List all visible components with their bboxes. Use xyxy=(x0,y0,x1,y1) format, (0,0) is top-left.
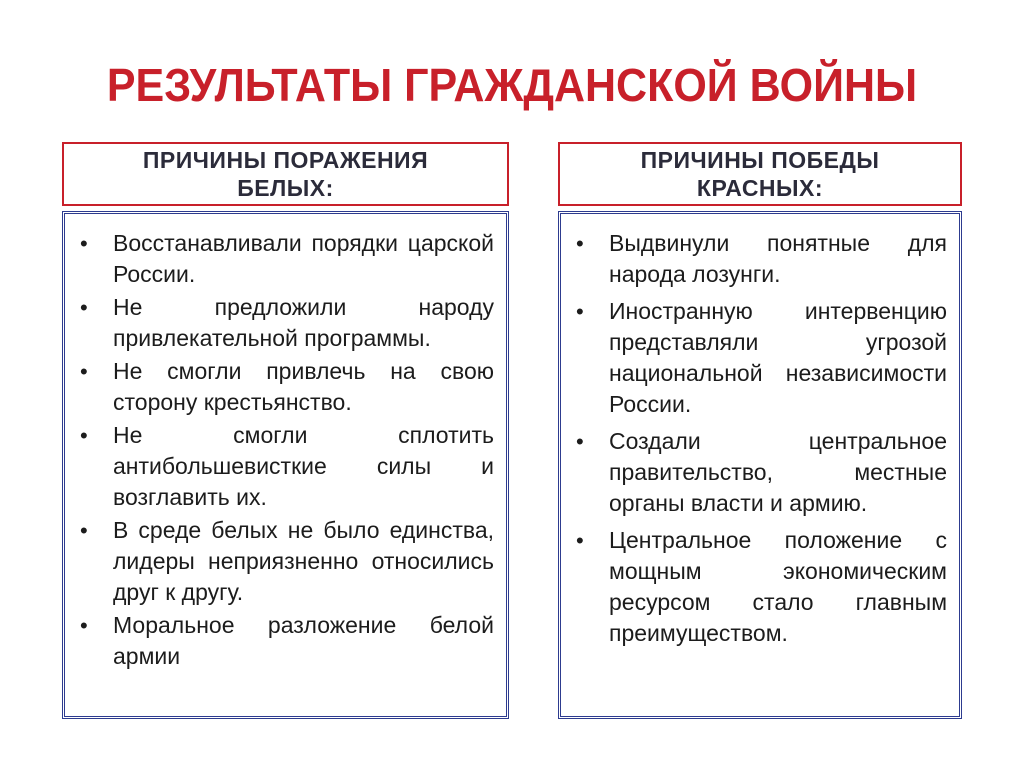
list-item-text: Создали центральное правительство, местные органы власти и армию. xyxy=(609,428,947,516)
list-item xyxy=(75,610,494,672)
bullet-icon: • xyxy=(576,429,584,454)
bullet-icon: • xyxy=(80,295,88,320)
list-item-text: Иностранную интервенцию представляли угрозой национальной независимости России. xyxy=(609,298,947,417)
white-defeat-header xyxy=(62,142,509,206)
list-item-text: В среде белых не было единства, лидеры неприязненно относились друг к другу. xyxy=(113,517,494,605)
white-defeat-header-label: ПРИЧИНЫ ПОРАЖЕНИЯ БЕЛЫХ: xyxy=(142,147,429,201)
list-item xyxy=(571,228,947,290)
red-victory-list xyxy=(571,228,947,649)
list-item xyxy=(571,296,947,420)
red-victory-header xyxy=(558,142,962,206)
list-item-text: Выдвинули понятные для народа лозунги. xyxy=(609,230,947,287)
list-item-text: Моральное разложение белой армии xyxy=(113,612,494,669)
list-item-text: Не предложили народу привлекательной программы. xyxy=(113,294,494,351)
list-item xyxy=(571,525,947,649)
bullet-icon: • xyxy=(576,528,584,553)
bullet-icon: • xyxy=(80,518,88,543)
list-item-text: Восстанавливали порядки царской России. xyxy=(113,230,494,287)
list-item xyxy=(75,292,494,354)
page-title: РЕЗУЛЬТАТЫ ГРАЖДАНСКОЙ ВОЙНЫ xyxy=(106,60,918,112)
list-item xyxy=(75,515,494,608)
list-item-text: Не смогли сплотить антибольшевисткие силы и возглавить их. xyxy=(113,422,494,510)
bullet-icon: • xyxy=(80,359,88,384)
list-item xyxy=(75,420,494,513)
white-defeat-list-panel xyxy=(62,211,509,719)
list-item xyxy=(571,426,947,519)
red-victory-header-label: ПРИЧИНЫ ПОБЕДЫ КРАСНЫХ: xyxy=(640,147,880,201)
list-item xyxy=(75,356,494,418)
bullet-icon: • xyxy=(576,231,584,256)
bullet-icon: • xyxy=(80,613,88,638)
list-item xyxy=(75,228,494,290)
bullet-icon: • xyxy=(80,423,88,448)
red-victory-list-panel xyxy=(558,211,962,719)
bullet-icon: • xyxy=(80,231,88,256)
white-defeat-list xyxy=(75,228,494,672)
bullet-icon: • xyxy=(576,299,584,324)
list-item-text: Центральное положение с мощным экономическим ресурсом стало главным преимуществом. xyxy=(609,527,947,646)
list-item-text: Не смогли привлечь на свою сторону крестьянство. xyxy=(113,358,494,415)
